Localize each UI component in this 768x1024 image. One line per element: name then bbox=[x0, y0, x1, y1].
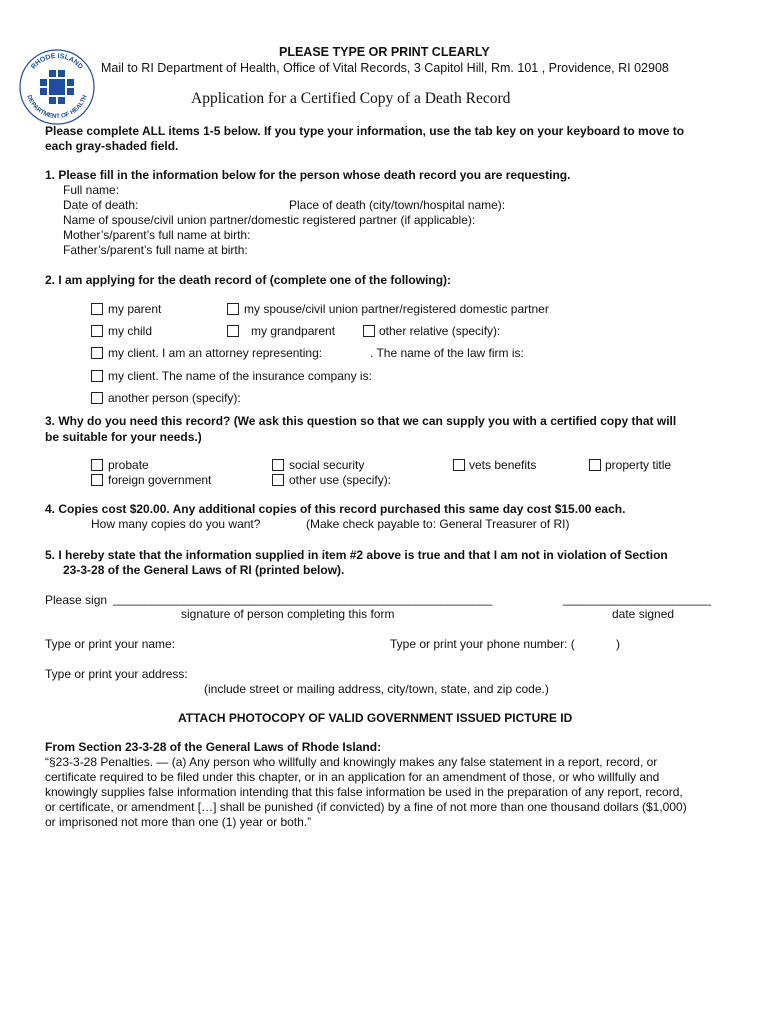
attorney-client-checkbox[interactable] bbox=[91, 347, 103, 359]
date-of-death-label: Date of death: bbox=[63, 198, 139, 212]
other-relative-checkbox[interactable] bbox=[363, 325, 375, 337]
intro-line-2: each gray-shaded field. bbox=[45, 139, 179, 153]
spouse-name-label: Name of spouse/civil union partner/domestic registered partner (if applicable): bbox=[63, 213, 476, 227]
intro-line-1: Please complete ALL items 1-5 below. If you type your information, use the tab key on your keyboard to move to bbox=[45, 124, 685, 138]
phone-close-paren: ) bbox=[616, 637, 620, 651]
my-grandparent-label: my grandparent bbox=[251, 324, 336, 338]
name-label: Type or print your name: bbox=[45, 637, 176, 651]
law-text-line-2: certificate required to be filed under this chapter, or in an application for an amendment of those, or who willfully and bbox=[45, 770, 660, 784]
check-payable-note: (Make check payable to: General Treasurer of RI) bbox=[306, 517, 570, 531]
ri-health-seal bbox=[18, 48, 96, 126]
mother-name-label: Mother’s/parent’s full name at birth: bbox=[63, 228, 251, 242]
mailing-address: Mail to RI Department of Health, Office of Vital Records, 3 Capitol Hill, Rm. 101 , Providence, RI 02908 bbox=[101, 61, 669, 75]
property-title-label: property title bbox=[605, 458, 672, 472]
foreign-government-checkbox[interactable] bbox=[91, 474, 103, 486]
place-of-death-label: Place of death (city/town/hospital name): bbox=[289, 198, 506, 212]
social-security-checkbox[interactable] bbox=[272, 459, 284, 471]
date-caption: date signed bbox=[612, 607, 675, 621]
my-child-label: my child bbox=[108, 324, 153, 338]
other-use-checkbox[interactable] bbox=[272, 474, 284, 486]
my-parent-label: my parent bbox=[108, 302, 162, 316]
other-relative-label: other relative (specify): bbox=[379, 324, 501, 338]
please-sign-label: Please sign bbox=[45, 593, 108, 607]
attach-id-notice: ATTACH PHOTOCOPY OF VALID GOVERNMENT ISSUED PICTURE ID bbox=[178, 711, 573, 725]
section-4-heading: 4. Copies cost $20.00. Any additional copies of this record purchased this same day cost $15.00 each. bbox=[45, 502, 626, 516]
father-name-label: Father’s/parent’s full name at birth: bbox=[63, 243, 248, 257]
section-2-heading: 2. I am applying for the death record of (complete one of the following): bbox=[45, 273, 452, 287]
law-text-line-4: or certificate, or amendment […] shall be punished (if convicted) by a fine of not more than one thousand dollars ($1,000) bbox=[45, 800, 687, 814]
vets-benefits-label: vets benefits bbox=[469, 458, 537, 472]
phone-label: Type or print your phone number: ( bbox=[390, 637, 575, 651]
vets-benefits-checkbox[interactable] bbox=[453, 459, 465, 471]
date-line[interactable]: _______________________ bbox=[563, 592, 711, 606]
logo-emblem bbox=[40, 70, 74, 104]
another-person-checkbox[interactable] bbox=[91, 392, 103, 404]
probate-checkbox[interactable] bbox=[91, 459, 103, 471]
address-label: Type or print your address: bbox=[45, 667, 188, 681]
another-person-label: another person (specify): bbox=[108, 391, 241, 405]
section-1-heading: 1. Please fill in the information below for the person whose death record you are requesting. bbox=[45, 168, 571, 182]
law-text-line-1: “§23-3-28 Penalties. — (a) Any person who willfully and knowingly makes any false statement in a report, record, or bbox=[45, 755, 658, 769]
insurance-client-checkbox[interactable] bbox=[91, 370, 103, 382]
address-hint: (include street or mailing address, city/town, state, and zip code.) bbox=[204, 682, 549, 696]
attorney-client-label: my client. I am an attorney representing: bbox=[108, 346, 323, 360]
copies-count-label: How many copies do you want? bbox=[91, 517, 261, 531]
my-parent-checkbox[interactable] bbox=[91, 303, 103, 315]
section-3-heading-line-2: be suitable for your needs.) bbox=[45, 430, 202, 444]
ri-health-logo bbox=[18, 48, 96, 126]
social-security-label: social security bbox=[289, 458, 365, 472]
signature-line[interactable]: ___________________________________________________________ bbox=[113, 592, 493, 606]
law-firm-label: . The name of the law firm is: bbox=[370, 346, 524, 360]
signature-caption: signature of person completing this form bbox=[181, 607, 395, 621]
other-use-label: other use (specify): bbox=[289, 473, 392, 487]
my-child-checkbox[interactable] bbox=[91, 325, 103, 337]
section-3-heading-line-1: 3. Why do you need this record? (We ask this question so that we can supply you with a certified copy that will bbox=[45, 414, 677, 428]
insurance-client-label: my client. The name of the insurance company is: bbox=[108, 369, 372, 383]
full-name-label: Full name: bbox=[63, 183, 120, 197]
foreign-government-label: foreign government bbox=[108, 473, 212, 487]
section-5-heading-line-2: 23-3-28 of the General Laws of RI (printed below). bbox=[63, 563, 345, 577]
my-spouse-label: my spouse/civil union partner/registered domestic partner bbox=[244, 302, 549, 316]
logo-bottom-text: DEPARTMENT OF HEALTH bbox=[25, 94, 89, 121]
form-title: Application for a Certified Copy of a Death Record bbox=[191, 90, 511, 107]
section-5-heading-line-1: 5. I hereby state that the information supplied in item #2 above is true and that I am not in violation of Section bbox=[45, 548, 668, 562]
law-heading: From Section 23-3-28 of the General Laws of Rhode Island: bbox=[45, 740, 382, 754]
my-spouse-checkbox[interactable] bbox=[227, 303, 239, 315]
probate-label: probate bbox=[108, 458, 149, 472]
property-title-checkbox[interactable] bbox=[589, 459, 601, 471]
law-text-line-3: knowingly supplies false information intending that this false information be used in the preparation of any report, record, bbox=[45, 785, 683, 799]
print-instruction: PLEASE TYPE OR PRINT CLEARLY bbox=[279, 45, 490, 59]
law-text-line-5: or imprisoned not more than one (1) year or both.” bbox=[45, 815, 312, 829]
my-grandparent-checkbox[interactable] bbox=[227, 325, 239, 337]
logo-top-text: RHODE ISLAND bbox=[30, 52, 84, 71]
